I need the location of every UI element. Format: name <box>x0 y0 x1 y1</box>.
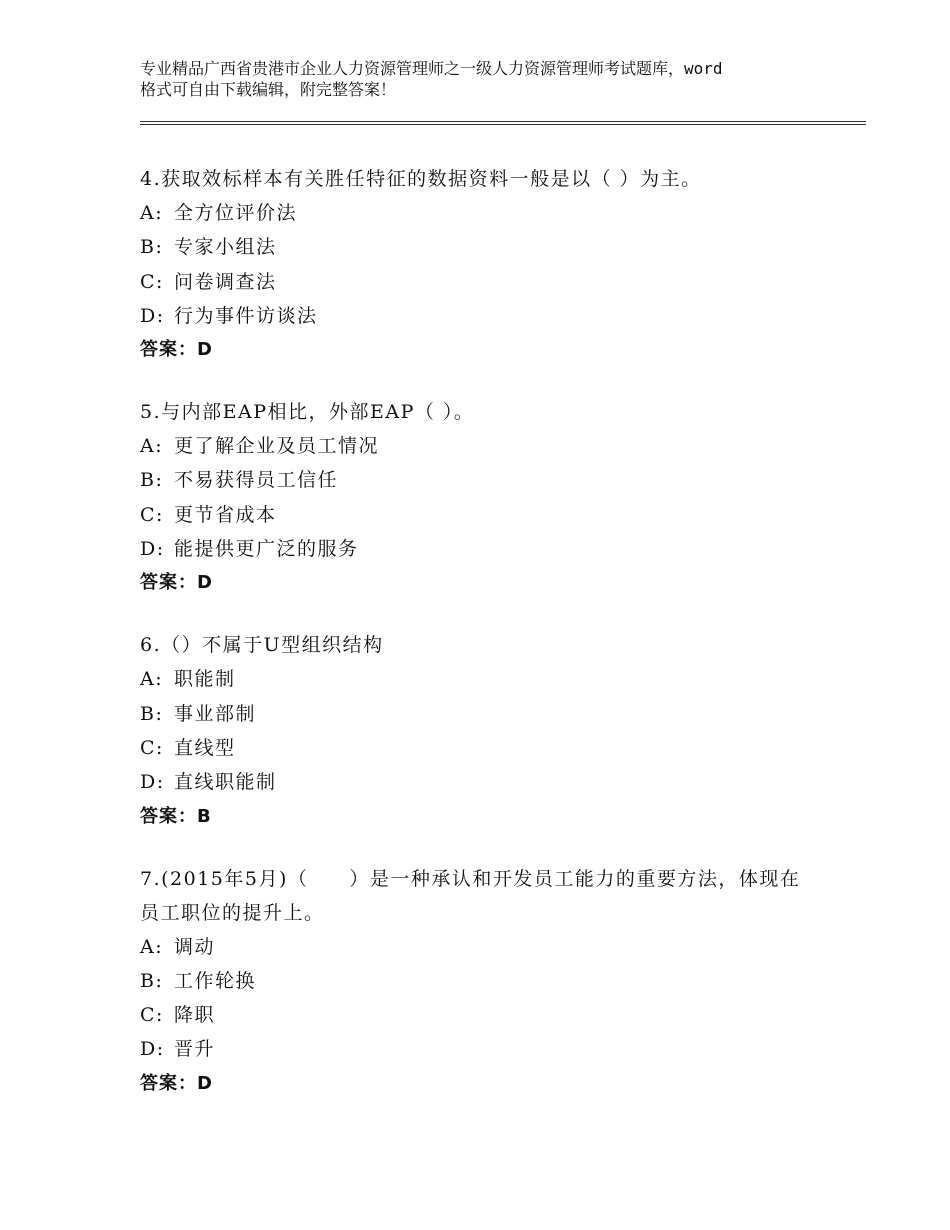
header-line-1: 专业精品广西省贵港市企业人力资源管理师之一级人力资源管理师考试题库，word <box>140 59 723 78</box>
option-c: C: 降职 <box>140 1004 216 1027</box>
header-divider-bottom <box>140 124 866 125</box>
question-5 <box>140 395 820 600</box>
option-b: B: 不易获得员工信任 <box>140 469 339 492</box>
option-a: A: 职能制 <box>140 668 236 691</box>
question-list <box>140 162 820 1129</box>
option-a: A: 更了解企业及员工情况 <box>140 435 380 458</box>
header-line-2: 格式可自由下载编辑，附完整答案！ <box>140 80 397 99</box>
option-a: A: 调动 <box>140 935 216 958</box>
option-d: D: 晋升 <box>140 1038 216 1061</box>
answer-label: 答案：D <box>140 1072 213 1094</box>
option-b: B: 工作轮换 <box>140 969 257 992</box>
answer-label: 答案：D <box>140 572 213 594</box>
question-7 <box>140 862 820 1101</box>
answer-label: 答案：B <box>140 805 212 827</box>
option-d: D: 行为事件访谈法 <box>140 304 318 327</box>
option-c: C: 问卷调查法 <box>140 270 277 293</box>
question-stem: 7.(2015年5月)（ ）是一种承认和开发员工能力的重要方法，体现在员工职位的提升上。 <box>140 867 801 924</box>
option-d: D: 能提供更广泛的服务 <box>140 538 359 561</box>
header-divider-top <box>140 121 866 122</box>
option-d: D: 直线职能制 <box>140 771 277 794</box>
document-header <box>140 58 840 100</box>
question-6 <box>140 628 820 833</box>
option-c: C: 直线型 <box>140 736 236 759</box>
question-stem: 5.与内部EAP相比，外部EAP（ ）。 <box>140 401 475 424</box>
option-c: C: 更节省成本 <box>140 503 277 526</box>
question-stem: 4.获取效标样本有关胜任特征的数据资料一般是以（ ）为主。 <box>140 168 702 190</box>
question-4 <box>140 162 820 367</box>
option-b: B: 专家小组法 <box>140 236 277 259</box>
option-b: B: 事业部制 <box>140 702 257 725</box>
answer-label: 答案：D <box>140 339 213 361</box>
option-a: A: 全方位评价法 <box>140 202 298 224</box>
question-stem: 6.（）不属于U型组织结构 <box>140 634 384 657</box>
